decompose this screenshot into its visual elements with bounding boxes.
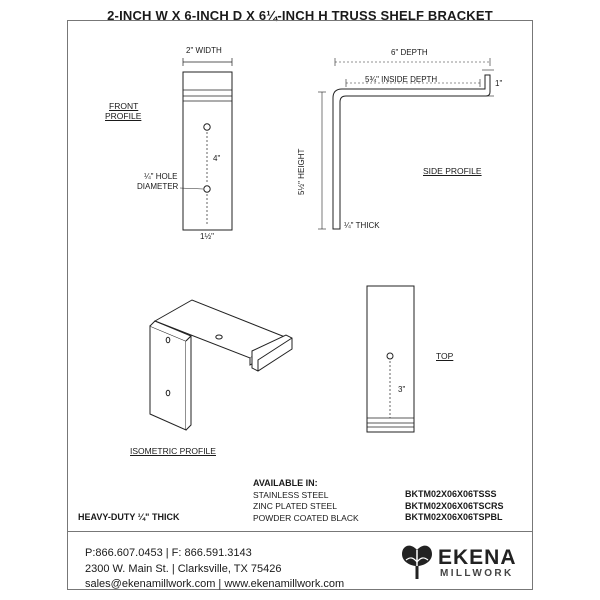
brand-sub: MILLWORK	[440, 568, 514, 579]
web-email[interactable]: sales@ekenamillwork.com | www.ekenamillwork.com	[85, 578, 345, 590]
side-profile-label: SIDE PROFILE	[423, 166, 482, 176]
finish-item: POWDER COATED BLACK	[253, 512, 359, 523]
front-hole-spacing-label: 4"	[213, 154, 221, 163]
phone-fax: P:866.607.0453 | F: 866.591.3143	[85, 547, 252, 559]
lip-height-label: 1"	[495, 79, 503, 88]
hole-diameter-label-2: DIAMETER	[137, 182, 179, 191]
top-dim-label: 3"	[398, 385, 406, 394]
isometric-profile-drawing	[150, 300, 292, 430]
brand-name: EKENA	[438, 546, 517, 569]
top-view-label: TOP	[436, 351, 454, 361]
brand-logo	[400, 538, 530, 586]
availability-block	[253, 478, 359, 524]
sku-list	[405, 489, 504, 524]
hole-diameter-label: ¼" HOLE	[144, 172, 178, 181]
footer-divider	[67, 531, 533, 532]
depth-label: 6" DEPTH	[391, 48, 428, 57]
contact-info	[85, 546, 344, 593]
top-view-drawing	[367, 286, 414, 432]
front-profile-drawing	[180, 58, 232, 230]
heavy-duty-label: HEAVY-DUTY ¼" THICK	[78, 512, 180, 522]
front-profile-label: FRONT	[109, 101, 139, 111]
front-profile-label-2: PROFILE	[105, 111, 142, 121]
leaf-logo-icon	[400, 540, 434, 584]
inside-depth-label: 5¾" INSIDE DEPTH	[365, 75, 438, 84]
isometric-profile-label: ISOMETRIC PROFILE	[130, 446, 216, 456]
sku-item: BKTM02X06X06TSSS	[405, 489, 497, 499]
finish-item: STAINLESS STEEL	[253, 489, 329, 500]
sku-item: BKTM02X06X06TSPBL	[405, 512, 503, 522]
front-width-label: 2" WIDTH	[186, 46, 222, 55]
thickness-label: ¼" THICK	[344, 221, 380, 230]
address: 2300 W. Main St. | Clarksville, TX 75426	[85, 562, 282, 575]
sku-item: BKTM02X06X06TSCRS	[405, 500, 504, 511]
availability-header: AVAILABLE IN:	[253, 478, 318, 488]
finish-item: ZINC PLATED STEEL	[253, 501, 337, 511]
page-title: 2-INCH W X 6-INCH D X 6¼-INCH H TRUSS SHELF BRACKET	[107, 8, 493, 23]
front-bottom-dim-label: 1½"	[200, 232, 214, 241]
height-label: 5½" HEIGHT	[297, 148, 306, 195]
